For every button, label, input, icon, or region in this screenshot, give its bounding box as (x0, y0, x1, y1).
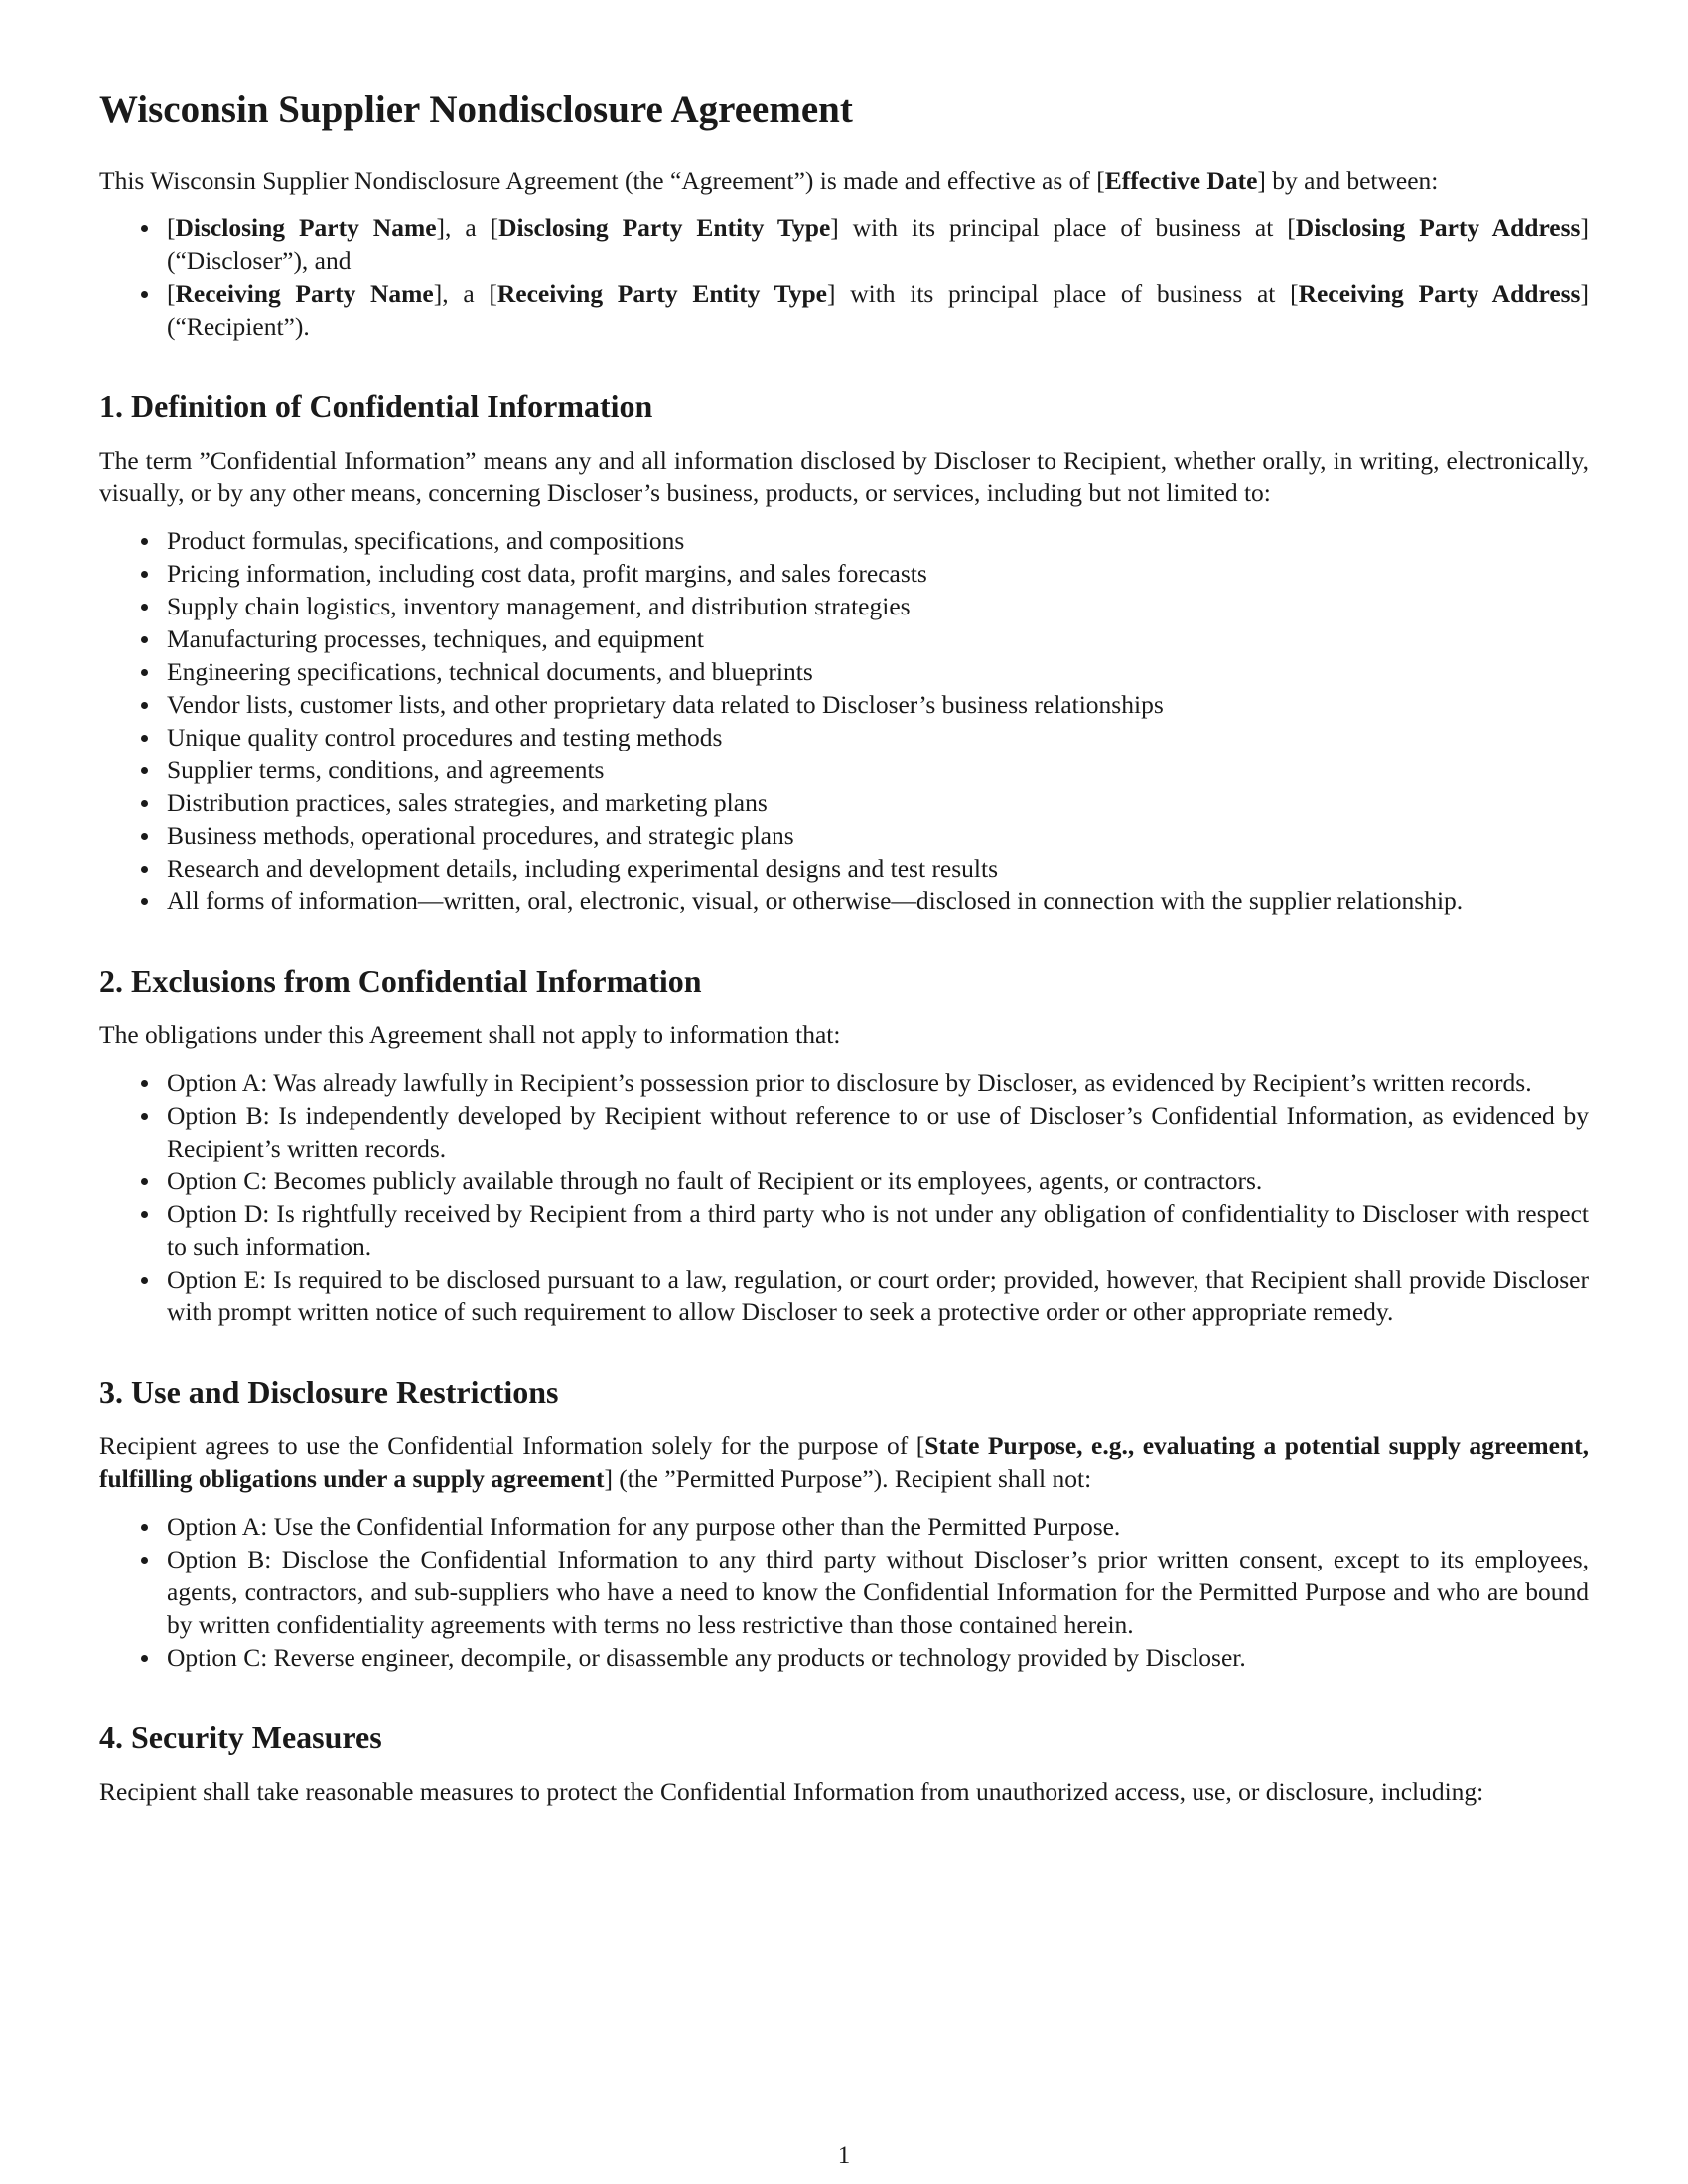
disclosing-party-name: Disclosing Party Name (175, 212, 437, 242)
list-item: Unique quality control procedures and testing methods (167, 721, 1589, 753)
list-item: Supply chain logistics, inventory management, and distribution strategies (167, 590, 1589, 622)
purpose-placeholder: State Purpose, e.g., evaluating a potential supply agreement, fulfilling obligations under a supply agreement (99, 1431, 1589, 1493)
section-security (99, 1717, 1589, 1808)
section-heading: 1. Definition of Confidential Information (99, 387, 653, 424)
list-item: Option E: Is required to be disclosed pursuant to a law, regulation, or court order; provided, however, that Recipient shall provide Discloser with prompt written notice of such requirement to allow Discloser to seek a protective order or other appropriate remedy. (167, 1264, 1589, 1326)
list-item: Engineering specifications, technical documents, and blueprints (167, 655, 1589, 688)
list-item: [Receiving Party Name], a [Receiving Party Entity Type] with its principal place of business at [Receiving Party Address] (“Recipient”). (167, 278, 1589, 341)
receiving-party-name: Receiving Party Name (175, 278, 434, 308)
list-item: All forms of information—written, oral, electronic, visual, or otherwise—disclosed in connection with the supplier relationship. (167, 885, 1589, 917)
section-paragraph: Recipient shall take reasonable measures to protect the Confidential Information from unauthorized access, use, or disclosure, including: (99, 1776, 1484, 1806)
list-item: Option A: Was already lawfully in Recipient’s possession prior to disclosure by Discloser, as evidenced by Recipient’s written records. (167, 1066, 1589, 1099)
section-paragraph: The obligations under this Agreement shall not apply to information that: (99, 1020, 841, 1049)
document-page (99, 87, 1589, 1808)
restrictions-list (99, 1510, 1589, 1674)
list-item: Product formulas, specifications, and compositions (167, 524, 1589, 557)
disclosing-party-address: Disclosing Party Address (1295, 212, 1581, 242)
list-item: Vendor lists, customer lists, and other proprietary data related to Discloser’s business relationships (167, 688, 1589, 721)
exclusions-list (99, 1066, 1589, 1328)
list-item: [Disclosing Party Name], a [Disclosing Party Entity Type] with its principal place of business at [Disclosing Party Address] (“Discloser”), and (167, 212, 1589, 275)
section-heading: 2. Exclusions from Confidential Information (99, 962, 702, 999)
list-item: Distribution practices, sales strategies, and marketing plans (167, 786, 1589, 819)
receiving-party-entity: Receiving Party Entity Type (496, 278, 827, 308)
list-item: Pricing information, including cost data, profit margins, and sales forecasts (167, 557, 1589, 590)
section-use-restrictions (99, 1372, 1589, 1674)
list-item: Manufacturing processes, techniques, and equipment (167, 622, 1589, 655)
intro-paragraph: This Wisconsin Supplier Nondisclosure Agreement (the “Agreement”) is made and effective as of [Effective Date] by and between: (99, 165, 1439, 195)
receiving-party-address: Receiving Party Address (1298, 278, 1581, 308)
section-exclusions (99, 961, 1589, 1328)
page-number: 1 (837, 2142, 851, 2169)
list-item: Supplier terms, conditions, and agreements (167, 753, 1589, 786)
section-heading: 3. Use and Disclosure Restrictions (99, 1373, 559, 1410)
list-item: Business methods, operational procedures, and strategic plans (167, 819, 1589, 852)
section-heading: 4. Security Measures (99, 1718, 382, 1755)
definition-list (99, 524, 1589, 917)
section-paragraph: The term ”Confidential Information” means any and all information disclosed by Discloser to Recipient, whether orally, in writing, electronically, visually, or by any other means, concerning Discloser’s business, products, or services, including but not limited to: (99, 445, 1589, 507)
list-item: Option C: Reverse engineer, decompile, or disassemble any products or technology provided by Discloser. (167, 1641, 1589, 1674)
effective-date-placeholder: Effective Date (1104, 165, 1258, 195)
section-definition (99, 386, 1589, 917)
list-item: Option B: Is independently developed by Recipient without reference to or use of Discloser’s Confidential Information, as evidenced by Recipient’s written records. (167, 1100, 1589, 1162)
list-item: Option B: Disclose the Confidential Information to any third party without Discloser’s prior written consent, except to its employees, agents, contractors, and sub-suppliers who have a need to know the Confidential Information for the Permitted Purpose and who are bound by written confidentiality agreements with terms no less restrictive than those contained herein. (167, 1544, 1589, 1639)
document-title: Wisconsin Supplier Nondisclosure Agreement (99, 88, 853, 131)
list-item: Research and development details, including experimental designs and test results (167, 852, 1589, 885)
list-item: Option D: Is rightfully received by Recipient from a third party who is not under any obligation of confidentiality to Discloser with respect to such information. (167, 1198, 1589, 1261)
section-paragraph: Recipient agrees to use the Confidential Information solely for the purpose of [State Purpose, e.g., evaluating a potential supply agreement, fulfilling obligations under a supply agreement] (the ”Permitted Purpose”). Recipient shall not: (99, 1431, 1589, 1493)
parties-list (99, 211, 1589, 342)
list-item: Option A: Use the Confidential Information for any purpose other than the Permitted Purpose. (167, 1510, 1589, 1543)
list-item: Option C: Becomes publicly available through no fault of Recipient or its employees, agents, or contractors. (167, 1164, 1589, 1197)
disclosing-party-entity: Disclosing Party Entity Type (498, 212, 831, 242)
